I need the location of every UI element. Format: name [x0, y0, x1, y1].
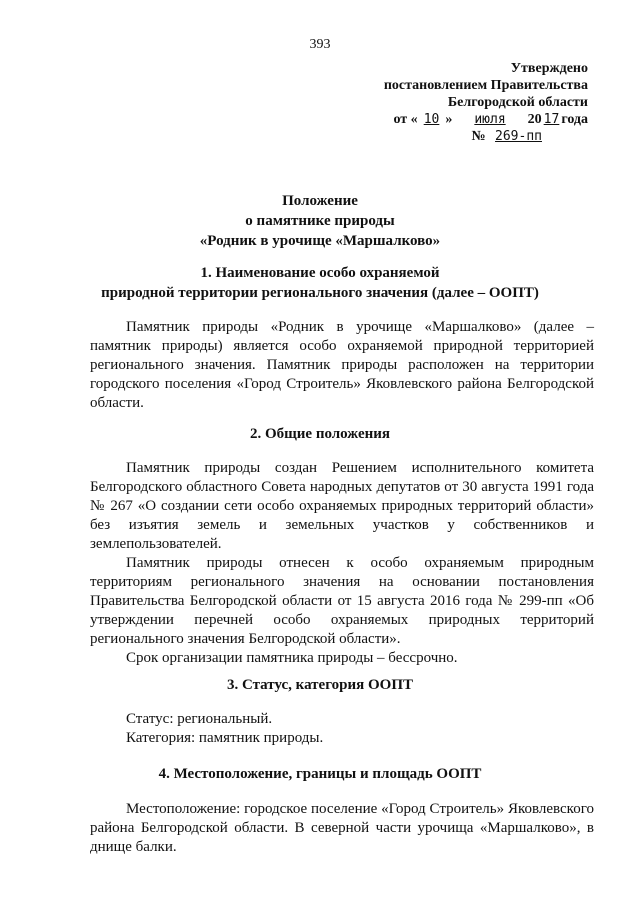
section-3-category: Категория: памятник природы.	[126, 730, 324, 746]
approval-stamp	[328, 60, 588, 145]
date-prefix: от «	[393, 112, 418, 127]
section-2-paragraph-1: Памятник природы создан Решением исполнительного комитета Белгородского областного Совета народных депутатов от 30 августа 1991 года № 267 «О создании сети особо охраняемых природных территорий области» без изъятия земель и земельных участков у собственников и землепользователей.	[90, 460, 594, 552]
date-year-prefix: 20	[527, 112, 542, 127]
section-1-heading-line-2: природной территории регионального значения (далее – ООПТ)	[101, 285, 539, 301]
date-year-suffix: 17	[543, 112, 560, 127]
section-4-body	[90, 800, 594, 857]
section-3-body	[90, 710, 594, 748]
section-3-heading: 3. Статус, категория ООПТ	[226, 677, 413, 693]
approval-line-3: Белгородской области	[447, 95, 588, 110]
title-line-2: о памятнике природы	[245, 213, 395, 229]
page-number: 393	[309, 37, 331, 52]
date-year-word: года	[561, 112, 588, 127]
section-4-paragraph: Местоположение: городское поселение «Город Строитель» Яковлевского района Белгородской области. В северной части урочища «Маршалково», в днище балки.	[90, 801, 594, 855]
section-2-body	[90, 459, 594, 668]
section-1-heading	[0, 263, 640, 303]
approval-date	[328, 111, 588, 128]
title-line-3: «Родник в урочище «Маршалково»	[199, 233, 441, 249]
date-month: июля	[474, 112, 506, 127]
section-1-body	[90, 318, 594, 413]
section-2-paragraph-2: Памятник природы отнесен к особо охраняемым природным территориям регионального значения на основании постановления Правительства Белгородской области от 15 августа 2016 года № 299-пп «Об утверждении перечней особо охраняемых природных территорий регионального значения Белгородской области».	[90, 555, 594, 647]
section-3-status: Статус: региональный.	[126, 711, 273, 727]
section-2-heading: 2. Общие положения	[249, 426, 391, 442]
section-1-heading-line-1: 1. Наименование особо охраняемой	[200, 265, 440, 281]
number-value: 269-пп	[495, 129, 542, 144]
document-title	[0, 191, 640, 251]
approval-number	[328, 128, 588, 145]
section-2-paragraph-3: Срок организации памятника природы – бессрочно.	[126, 650, 458, 666]
approval-line-1: Утверждено	[510, 61, 588, 76]
title-line-1: Положение	[282, 193, 358, 209]
approval-line-2: постановлением Правительства	[383, 78, 588, 93]
date-day: 10	[423, 112, 440, 127]
section-4-heading: 4. Местоположение, границы и площадь ООПТ	[158, 766, 482, 782]
number-prefix: №	[471, 129, 486, 144]
section-1-paragraph: Памятник природы «Родник в урочище «Маршалково» (далее – памятник природы) является особо охраняемой природной территорией регионального значения. Памятник природы расположен на территории городского поселения «Город Строитель» Яковлевского района Белгородской области.	[90, 319, 594, 411]
date-mid: »	[445, 112, 453, 127]
